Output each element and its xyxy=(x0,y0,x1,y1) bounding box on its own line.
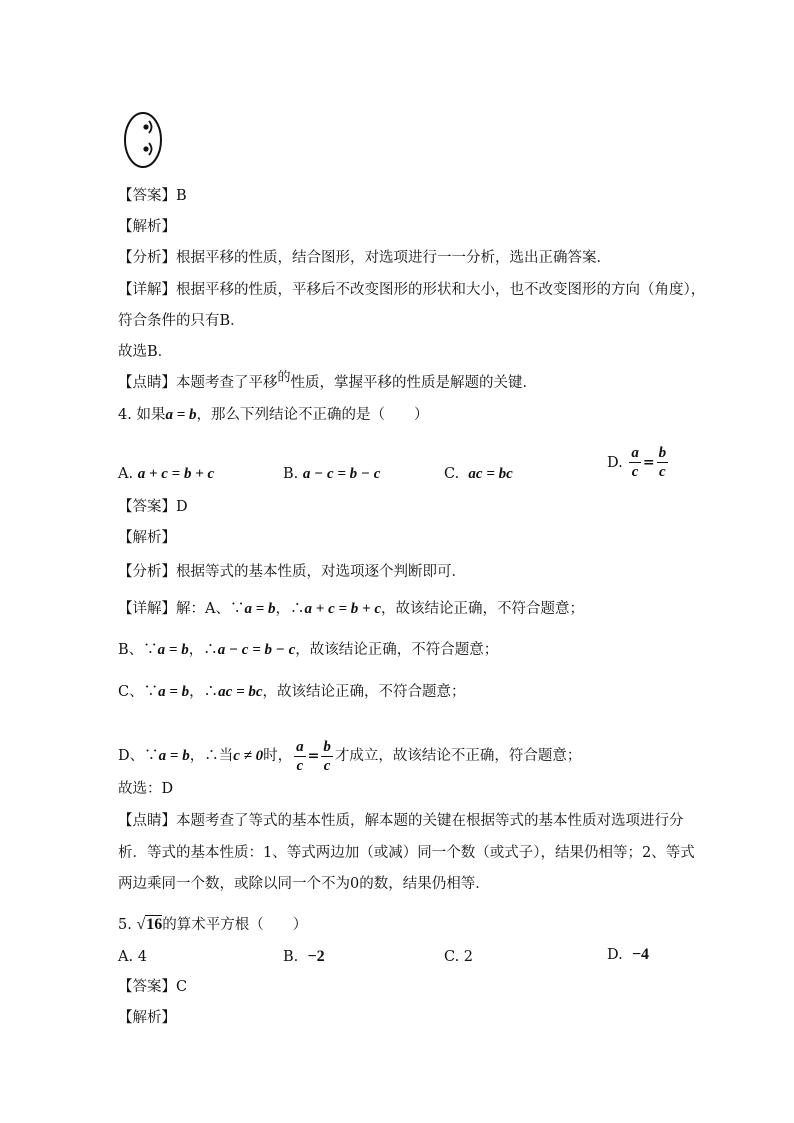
option-d: D. −4 xyxy=(607,946,650,963)
option-b: B. −2 xyxy=(283,948,325,965)
option-a: A. a + c = b + c xyxy=(118,466,215,482)
jiexi-heading: 【解析】 xyxy=(118,530,176,546)
analysis-line: 【分析】根据等式的基本性质，对选项逐个判断即可． xyxy=(118,564,466,580)
option-c: C. 2 xyxy=(444,949,474,965)
analysis-line: 【分析】根据平移的性质，结合图形，对选项进行一一分析，选出正确答案． xyxy=(118,250,611,266)
option-a: A. 4 xyxy=(118,949,147,965)
question-5-stem: 5. √16的算术平方根（ ） xyxy=(118,916,308,933)
answer-line: 【答案】B xyxy=(118,188,187,204)
comment-line-2: 析．等式的基本性质：1、等式两边加（或减）同一个数（或式子），结果仍相等；2、等式 xyxy=(118,845,695,861)
answer-line: 【答案】D xyxy=(118,499,188,515)
detail-line-a: 【详解】解：A、∵a = b，∴a + c = b + c，故该结论正确，不符合题意； xyxy=(118,601,585,617)
option-b: B. a − c = b − c xyxy=(283,466,381,482)
face-figure xyxy=(122,110,166,170)
comment-line: 【点睛】本题考查了等式的基本性质，解本题的关键在根据等式的基本性质对选项进行分 xyxy=(118,813,684,829)
question-4-stem: 4. 如果a = b，那么下列结论不正确的是（ ） xyxy=(118,407,429,423)
option-c: C. ac = bc xyxy=(444,466,513,482)
detail-line-b: B、∵a = b，∴a − c = b − c，故该结论正确，不符合题意； xyxy=(118,642,499,658)
detail-line-d: D、∵a = b，∴当c ≠ 0时， $\frac{a}{c}$ = $\frac{b}{c}$ 才成立，故该结论不正确，符合题意； xyxy=(118,738,582,774)
answer-line: 【答案】C xyxy=(118,979,188,995)
choose-line: 故选：D xyxy=(118,781,174,797)
comment-line-3: 两边乘同一个数，或除以同一个不为0的数，结果仍相等． xyxy=(118,876,490,892)
option-d: D. $\frac{a}{c}$ = $\frac{b}{c}$ xyxy=(607,445,667,480)
jiexi-heading: 【解析】 xyxy=(118,219,176,235)
detail-line-cont: 符合条件的只有B． xyxy=(118,313,245,329)
choose-line: 故选B． xyxy=(118,344,173,360)
jiexi-heading: 【解析】 xyxy=(118,1010,176,1026)
detail-line-c: C、∵a = b，∴ac = bc，故该结论正确，不符合题意； xyxy=(118,684,466,700)
detail-line: 【详解】根据平移的性质，平移后不改变图形的形状和大小，也不改变图形的方向（角度）， xyxy=(118,282,706,298)
comment-line: 【点睛】本题考查了平移的性质，掌握平移的性质是解题的关键． xyxy=(118,370,538,391)
